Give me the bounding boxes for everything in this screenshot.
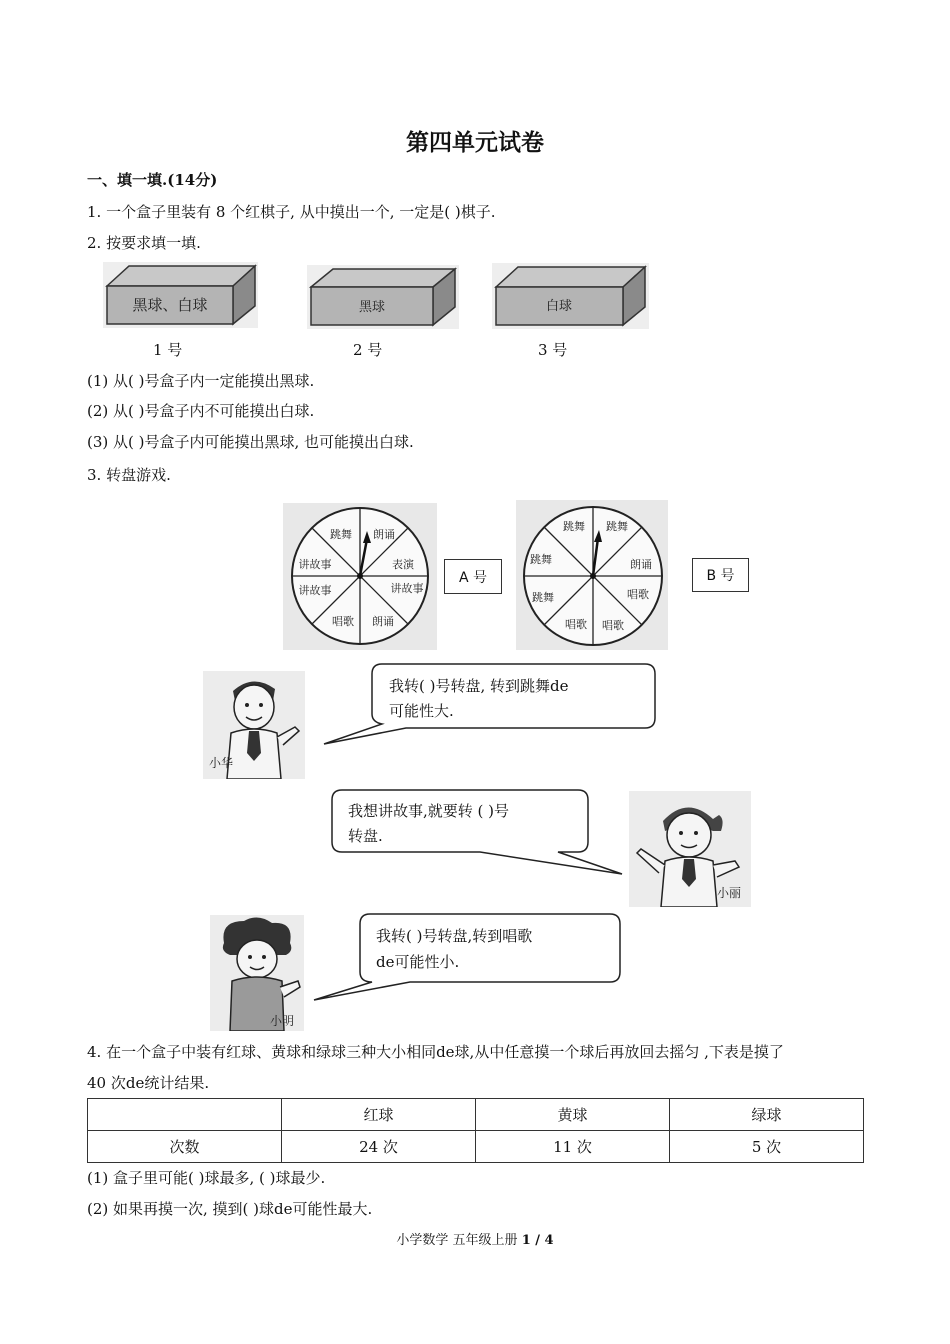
table-header-cell: 红球 xyxy=(282,1099,476,1131)
box-3-number: 3 号 xyxy=(538,341,568,359)
spinner-b-sector-6: 跳舞 xyxy=(532,591,554,604)
table-cell: 11 次 xyxy=(476,1131,670,1163)
question-2-sub-1: (1) 从( )号盒子内一定能摸出黑球. xyxy=(87,372,315,390)
question-4-sub-2: (2) 如果再摸一次, 摸到( )球de可能性最大. xyxy=(87,1200,373,1218)
speech-bubble-2-line-2: 转盘. xyxy=(348,827,383,845)
question-4-line-1: 4. 在一个盒子中装有红球、黄球和绿球三种大小相同de球,从中任意摸一个球后再放回去摇匀 ,下表是摸了 xyxy=(87,1043,784,1061)
table-header-row xyxy=(88,1099,864,1131)
section-heading-text: 一、填一填. xyxy=(87,171,168,189)
section-heading-paren: ( xyxy=(167,171,175,189)
question-2-sub-3: (3) 从( )号盒子内可能摸出黑球, 也可能摸出白球. xyxy=(87,433,414,451)
box-3-image xyxy=(492,263,649,329)
spinner-a xyxy=(283,503,437,650)
question-2: 2. 按要求填一填. xyxy=(87,234,201,252)
question-2-sub-2: (2) 从( )号盒子内不可能摸出白球. xyxy=(87,402,315,420)
spinner-b xyxy=(516,500,668,650)
spinner-a-sector-4: 朗诵 xyxy=(372,615,394,628)
footer-page-number: 1 / 4 xyxy=(521,1233,554,1248)
xiaoli-name: 小丽 xyxy=(717,886,742,900)
boy-xiaoming-illustration xyxy=(210,915,304,1031)
box-1-image xyxy=(103,262,258,328)
spinner-a-tag: A 号 xyxy=(444,559,502,594)
section-heading xyxy=(87,170,217,190)
box-2-label: 黑球 xyxy=(358,300,386,315)
spinner-b-sector-3: 唱歌 xyxy=(627,588,649,601)
box-1-number: 1 号 xyxy=(153,341,183,359)
speech-bubble-3-line-1: 我转( )号转盘,转到唱歌 xyxy=(376,927,533,945)
spinner-b-sector-7: 跳舞 xyxy=(530,553,552,566)
spinner-a-sector-2: 表演 xyxy=(392,558,414,571)
page-title: 第四单元试卷 xyxy=(406,129,544,156)
spinner-b-sector-1: 跳舞 xyxy=(606,520,628,533)
footer-subject: 小学数学 五年级上册 xyxy=(396,1233,522,1248)
girl-xiaoli-illustration xyxy=(629,791,751,907)
boy-xiaohua-illustration xyxy=(203,671,305,779)
page-footer xyxy=(0,1229,950,1248)
speech-bubble-1-line-1: 我转( )号转盘, 转到跳舞de xyxy=(389,677,569,695)
speech-bubble-3-line-2: de可能性小. xyxy=(376,953,460,971)
table-row xyxy=(88,1131,864,1163)
box-2-image xyxy=(307,265,459,329)
question-4-line-2: 40 次de统计结果. xyxy=(87,1074,210,1092)
spinner-b-sector-8: 跳舞 xyxy=(563,520,585,533)
spinner-b-tag: B 号 xyxy=(692,558,749,592)
xiaohua-name: 小华 xyxy=(209,756,234,770)
table-cell: 次数 xyxy=(88,1131,282,1163)
box-1-label: 黑球、白球 xyxy=(132,296,208,314)
spinner-a-sector-7: 讲故事 xyxy=(298,558,332,571)
question-3: 3. 转盘游戏. xyxy=(87,466,171,484)
spinner-a-sector-6: 讲故事 xyxy=(298,584,332,597)
spinner-a-sector-1: 朗诵 xyxy=(373,528,395,541)
table-header-cell xyxy=(88,1099,282,1131)
table-header-cell: 绿球 xyxy=(670,1099,864,1131)
spinner-a-sector-5: 唱歌 xyxy=(332,615,354,628)
spinner-a-sector-8: 跳舞 xyxy=(330,528,352,541)
box-2-number: 2 号 xyxy=(353,341,383,359)
speech-bubble-2-line-1: 我想讲故事,就要转 ( )号 xyxy=(348,802,510,820)
speech-bubble-1-line-2: 可能性大. xyxy=(389,702,454,720)
question-1: 1. 一个盒子里装有 8 个红棋子, 从中摸出一个, 一定是( )棋子. xyxy=(87,203,496,221)
section-heading-unit: 分) xyxy=(195,171,218,189)
spinner-b-sector-5: 唱歌 xyxy=(565,618,587,631)
table-cell: 5 次 xyxy=(670,1131,864,1163)
spinner-b-sector-4: 唱歌 xyxy=(602,619,624,632)
spinner-a-sector-3: 讲故事 xyxy=(390,582,424,595)
table-header-cell: 黄球 xyxy=(476,1099,670,1131)
statistics-table xyxy=(87,1098,864,1163)
spinner-b-sector-2: 朗诵 xyxy=(630,558,652,571)
xiaoming-name: 小明 xyxy=(270,1014,295,1028)
table-cell: 24 次 xyxy=(282,1131,476,1163)
section-heading-score: 14 xyxy=(174,171,196,189)
box-3-label: 白球 xyxy=(545,299,573,314)
question-4-sub-1: (1) 盒子里可能( )球最多, ( )球最少. xyxy=(87,1169,326,1187)
